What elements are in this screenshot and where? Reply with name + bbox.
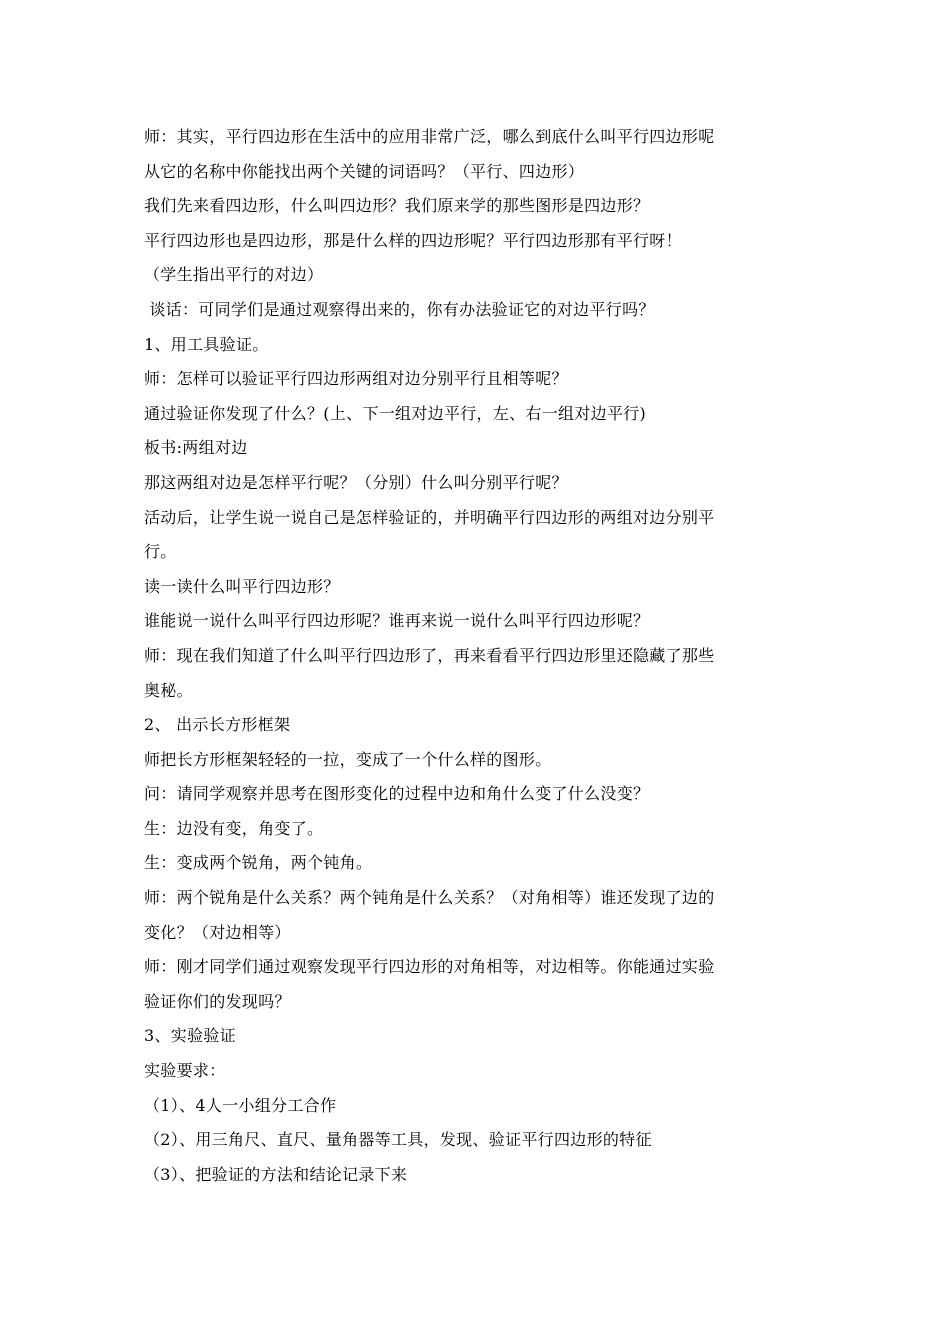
section-heading: 2、 出示长方形框架: [144, 715, 291, 735]
text-line: 谁能说一说什么叫平行四边形呢？谁再来说一说什么叫平行四边形呢？: [144, 611, 650, 631]
section-heading: 3、实验验证: [144, 1026, 236, 1046]
list-item: （3）、把验证的方法和结论记录下来: [144, 1164, 408, 1184]
text-line: 读一读什么叫平行四边形？: [144, 576, 340, 596]
text-line: 师：现在我们知道了什么叫平行四边形了，再来看看平行四边形里还隐藏了那些: [144, 645, 715, 665]
text-line: （学生指出平行的对边）: [144, 265, 324, 285]
text-line: 生：边没有变，角变了。: [144, 818, 324, 838]
text-line: 奥秘。: [144, 680, 193, 700]
text-line: 我们先来看四边形，什么叫四边形？我们原来学的那些图形是四边形？: [144, 196, 650, 216]
text-line: 谈话：可同学们是通过观察得出来的，你有办法验证它的对边平行吗？: [144, 299, 655, 319]
list-item: （1）、4人一小组分工合作: [144, 1095, 337, 1115]
text-line: 师：其实，平行四边形在生活中的应用非常广泛，哪么到底什么叫平行四边形呢: [144, 127, 715, 146]
document-body: [144, 120, 814, 1192]
text-line: 从它的名称中你能找出两个关键的词语吗？（平行、四边形）: [144, 161, 585, 181]
text-line: 师：刚才同学们通过观察发现平行四边形的对角相等，对边相等。你能通过实验: [144, 957, 715, 977]
text-line: 师：怎样可以验证平行四边形两组对边分别平行且相等呢？: [144, 369, 568, 389]
text-line: 行。: [144, 542, 177, 562]
text-line: 那这两组对边是怎样平行呢？（分别）什么叫分别平行呢？: [144, 472, 568, 492]
text-line: 问：请同学观察并思考在图形变化的过程中边和角什么变了什么没变？: [144, 784, 650, 804]
text-line: 生：变成两个锐角，两个钝角。: [144, 853, 373, 873]
text-line: 师：两个锐角是什么关系？两个钝角是什么关系？（对角相等）谁还发现了边的: [144, 888, 715, 908]
text-line: 师把长方形框架轻轻的一拉，变成了一个什么样的图形。: [144, 749, 552, 769]
text-line: 验证你们的发现吗？: [144, 991, 291, 1011]
text-line: 实验要求：: [144, 1061, 226, 1081]
text-line: 平行四边形也是四边形，那是什么样的四边形呢？平行四边形那有平行呀！: [144, 230, 682, 250]
text-line: 活动后，让学生说一说自己是怎样验证的，并明确平行四边形的两组对边分别平: [144, 507, 715, 527]
section-heading: 1、用工具验证。: [144, 334, 269, 354]
text-line: 通过验证你发现了什么？(上、下一组对边平行，左、右一组对边平行): [144, 403, 647, 423]
list-item: （2）、用三角尺、直尺、量角器等工具，发现、验证平行四边形的特征: [144, 1130, 652, 1150]
text-line: 变化？（对边相等）: [144, 922, 291, 942]
text-line: 板书:两组对边: [144, 438, 248, 458]
